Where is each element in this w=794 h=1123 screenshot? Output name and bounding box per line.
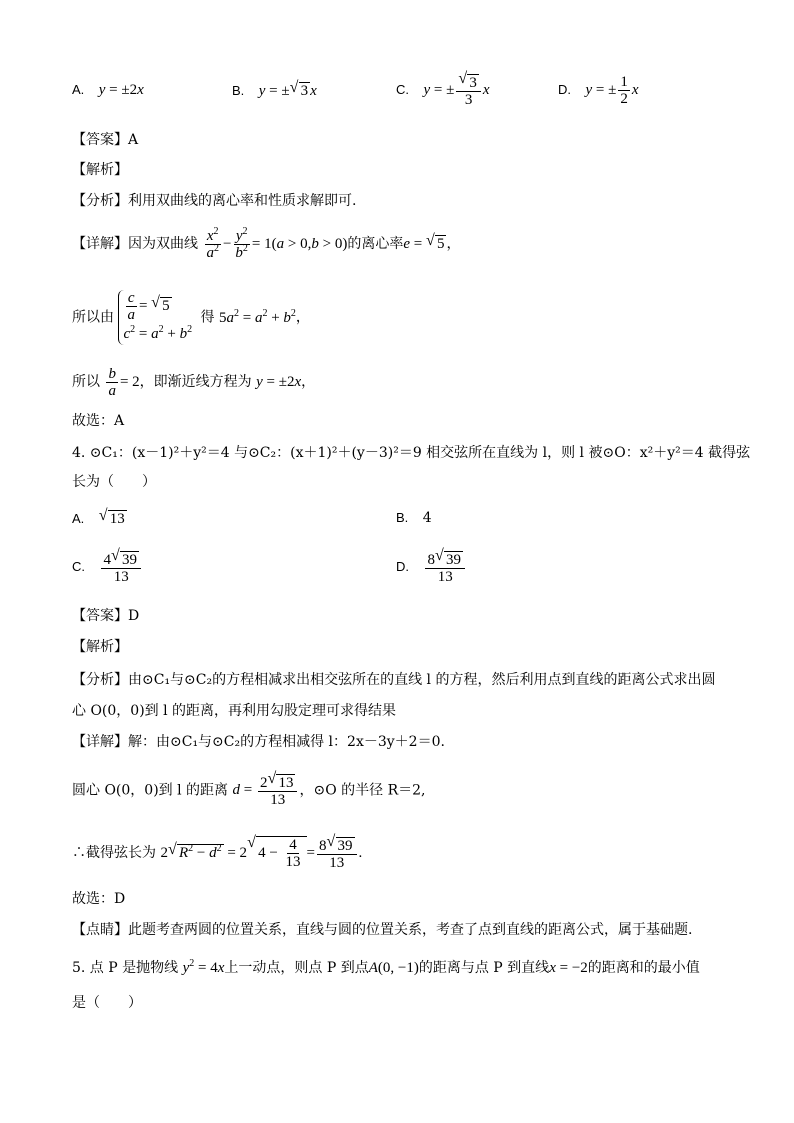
q3-option-d: D. y = ± $\frac{1}{2}$ x	[558, 74, 639, 107]
chord-length-expr: 2 √ $R^2 - d^2 = 2$ √ 4 − $\frac{4}{13}$ = 8 √ 39 13 .	[160, 832, 363, 871]
q4-jiexi: 【解析】	[72, 639, 128, 655]
q3-system-line: 所以由 $\frac{c}{a}$ = √ 5 $c^2 = a^2 + b^2$ 得 $5a^2 = a^2 + b^2$，	[72, 290, 310, 345]
q4-option-d: D. 8 √ 39 13	[396, 551, 467, 585]
q4-answer: 【答案】D	[72, 608, 140, 624]
eccentricity-expr: e = √ 5	[403, 231, 445, 252]
parabola-expr: $y^2 = 4x$	[182, 958, 225, 976]
q4-option-a-expr: √ 13	[98, 507, 125, 527]
q3-option-a: A. y = ±2x	[72, 82, 144, 98]
q3-choice: 故选：A	[72, 413, 125, 429]
line-expr: x = −2	[549, 960, 588, 976]
q4-distance-line: 圆心 O(0，0)到 l 的距离 d = 2 √ 13 13 ，⊙O 的半径 R＝2,	[72, 770, 426, 808]
q3-option-b-expr: y = ± √ 3 x	[258, 79, 317, 99]
q4-xiangjie-line1: 【详解】解：由⊙C₁与⊙C₂的方程相减得 l：2x－3y＋2＝0.	[72, 734, 445, 750]
q4-option-d-expr: 8 √ 39 13	[423, 559, 467, 575]
q3-option-d-expr: y = ± $\frac{1}{2}$ x	[585, 74, 639, 107]
asymptote-expr: y = ±2x	[256, 373, 302, 390]
equation-system: $\frac{c}{a}$ = √ 5 $c^2 = a^2 + b^2$	[118, 290, 192, 345]
distance-expr: d = 2 √ 13 13	[233, 782, 300, 798]
q5-stem-line1: 5. 点 P 是抛物线 $y^2 = 4x$上一动点，则点 P 到点A(0, −1)的距离与点 P 到直线x = −2的距离和的最小值	[72, 958, 700, 976]
q3-xiangjie-line1: 【详解】因为双曲线 $\frac{x^2}{a^2}$ − $\frac{y^2}{b^2}$ = 1(a > 0,b > 0)的离心率e = √ 5 ，	[72, 226, 461, 261]
q4-option-c: C. 4 √ 39 13	[72, 551, 143, 585]
q3-option-a-expr: y = ±2x	[98, 82, 144, 98]
q4-stem-line1: 4. ⊙C₁：(x－1)²＋y²＝4 与⊙C₂：(x＋1)²＋(y－3)²＝9 相交弦所在直线为 l，则 l 被⊙O：x²＋y²＝4 截得弦	[72, 445, 751, 461]
q4-chord-line: ∴截得弦长为 2 √ $R^2 - d^2 = 2$ √ 4 − $\frac{4}{13}$ = 8 √ 39 13 .	[72, 832, 363, 871]
q3-option-c-expr: y = ± √ 3 3 x	[423, 70, 490, 108]
q4-option-b: B. 4	[396, 510, 432, 526]
q3-jiexi: 【解析】	[72, 162, 128, 178]
q5-stem-line2: 是（ ）	[72, 995, 142, 1011]
q4-fenxi-line2: 心 O(0，0)到 l 的距离，再利用勾股定理可求得结果	[72, 703, 397, 719]
q4-fenxi-line1: 【分析】由⊙C₁与⊙C₂的方程相减求出相交弦所在的直线 l 的方程，然后利用点到直线的距离公式求出圆	[72, 672, 716, 688]
derived-equation: $5a^2 = a^2 + b^2$	[218, 307, 296, 326]
q3-asymptote-line: 所以 $\frac{b}{a}$ = 2，即渐近线方程为 y = ±2x，	[72, 366, 316, 399]
q3-fenxi: 【分析】利用双曲线的离心率和性质求解即可.	[72, 193, 357, 209]
q4-option-c-expr: 4 √ 39 13	[99, 559, 143, 575]
hyperbola-equation: $\frac{x^2}{a^2}$ − $\frac{y^2}{b^2}$ = 1(a > 0,b > 0)	[206, 226, 348, 261]
q4-choice: 故选：D	[72, 891, 126, 907]
q3-answer: 【答案】A	[72, 132, 139, 148]
q3-option-c: C. y = ± √ 3 3 x	[396, 70, 490, 108]
point-a-expr: A(0, −1)	[368, 960, 419, 976]
q3-option-b: B. y = ± √ 3 x	[232, 79, 317, 99]
q4-dianjing: 【点睛】此题考查两圆的位置关系，直线与圆的位置关系，考查了点到直线的距离公式，属于基础题.	[72, 922, 693, 938]
q4-option-a: A. √ 13	[72, 507, 125, 527]
q4-stem-line2: 长为（ ）	[72, 474, 156, 490]
ratio-expr: $\frac{b}{a}$ = 2	[108, 366, 140, 399]
